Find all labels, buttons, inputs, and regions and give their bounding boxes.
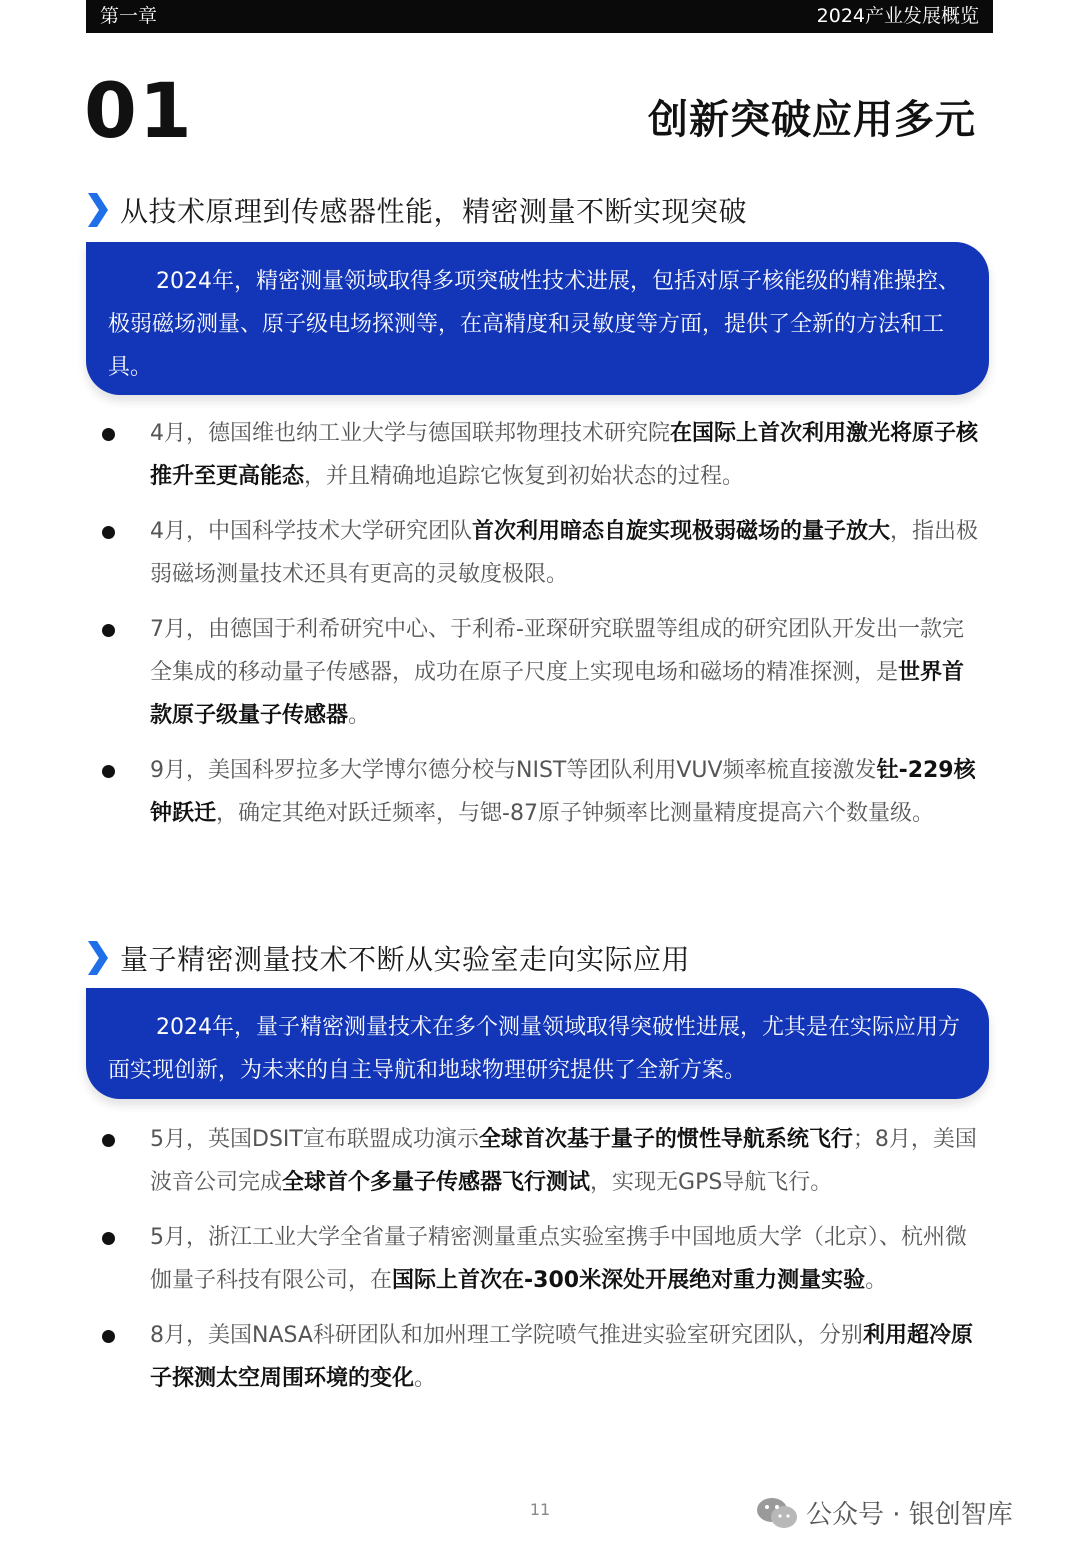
list-item: 7月，由德国于利希研究中心、于利希-亚琛研究联盟等组成的研究团队开发出一款完全集成的移动量子传感器，成功在原子尺度上实现电场和磁场的精准探测，是世界首款原子级量子传感器。 bbox=[100, 608, 980, 737]
list-item: 9月，美国科罗拉多大学博尔德分校与NIST等团队利用VUV频率梳直接激发钍-229核钟跃迁，确定其绝对跃迁频率，与锶-87原子钟频率比测量精度提高六个数量级。 bbox=[100, 749, 980, 835]
bullet-dot-icon bbox=[102, 765, 115, 778]
chevron-right-icon bbox=[86, 193, 108, 227]
top-header-bar bbox=[86, 0, 993, 33]
section-summary-1: 2024年，精密测量领域取得多项突破性技术进展，包括对原子核能级的精准操控、极弱磁场测量、原子级电场探测等，在高精度和灵敏度等方面，提供了全新的方法和工具。 bbox=[86, 242, 989, 395]
page-number: 11 bbox=[529, 1500, 551, 1519]
bullet-dot-icon bbox=[102, 624, 115, 637]
bullet-dot-icon bbox=[102, 526, 115, 539]
section-number: 01 bbox=[84, 66, 194, 155]
chapter-label: 第一章 bbox=[100, 5, 158, 27]
section-heading-1: 从技术原理到传感器性能，精密测量不断实现突破 bbox=[86, 190, 747, 230]
bullet-dot-icon bbox=[102, 428, 115, 441]
bullet-list-2 bbox=[100, 1118, 980, 1412]
document-title: 2024产业发展概览 bbox=[816, 5, 979, 27]
list-item: 5月，浙江工业大学全省量子精密测量重点实验室携手中国地质大学（北京）、杭州微伽量子科技有限公司，在国际上首次在-300米深处开展绝对重力测量实验。 bbox=[100, 1216, 980, 1302]
list-item: 5月，英国DSIT宣布联盟成功演示全球首次基于量子的惯性导航系统飞行；8月，美国波音公司完成全球首个多量子传感器飞行测试，实现无GPS导航飞行。 bbox=[100, 1118, 980, 1204]
section-summary-2: 2024年，量子精密测量技术在多个测量领域取得突破性进展，尤其是在实际应用方面实现创新，为未来的自主导航和地球物理研究提供了全新方案。 bbox=[86, 988, 989, 1099]
chevron-right-icon bbox=[86, 941, 108, 975]
bullet-list-1 bbox=[100, 412, 980, 847]
list-item: 4月，德国维也纳工业大学与德国联邦物理技术研究院在国际上首次利用激光将原子核推升至更高能态，并且精确地追踪它恢复到初始状态的过程。 bbox=[100, 412, 980, 498]
list-item: 4月，中国科学技术大学研究团队首次利用暗态自旋实现极弱磁场的量子放大，指出极弱磁场测量技术还具有更高的灵敏度极限。 bbox=[100, 510, 980, 596]
bullet-dot-icon bbox=[102, 1232, 115, 1245]
section-heading-2: 量子精密测量技术不断从实验室走向实际应用 bbox=[86, 938, 690, 978]
watermark: 公众号 · 银创智库 bbox=[756, 1494, 1013, 1531]
list-item: 8月，美国NASA科研团队和加州理工学院喷气推进实验室研究团队，分别利用超冷原子探测太空周围环境的变化。 bbox=[100, 1314, 980, 1400]
wechat-icon bbox=[756, 1496, 798, 1530]
page-title: 创新突破应用多元 bbox=[648, 97, 976, 143]
bullet-dot-icon bbox=[102, 1330, 115, 1343]
bullet-dot-icon bbox=[102, 1134, 115, 1147]
